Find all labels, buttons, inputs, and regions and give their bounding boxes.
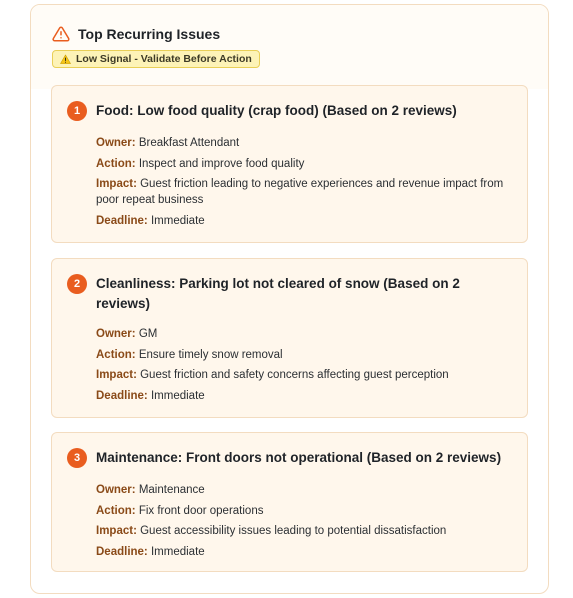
recurring-issues-panel <box>30 4 549 594</box>
impact-value: Guest friction and safety concerns affecting guest perception <box>140 369 449 381</box>
issue-card-1 <box>51 85 528 243</box>
action-label: Action: <box>96 348 136 361</box>
deadline-field <box>96 544 516 560</box>
impact-field <box>96 367 516 383</box>
owner-label: Owner: <box>96 484 136 496</box>
deadline-field <box>96 388 516 404</box>
deadline-value: Immediate <box>150 545 205 558</box>
issue-fields <box>96 326 516 408</box>
impact-value: Guest accessibility issues leading to potential dissatisfaction <box>140 525 447 537</box>
deadline-label: Deadline: <box>96 214 148 227</box>
action-value: Inspect and improve food quality <box>138 157 305 170</box>
owner-label: Owner: <box>96 137 136 149</box>
impact-field <box>96 523 516 539</box>
action-value: Ensure timely snow removal <box>138 348 283 361</box>
owner-value: Breakfast Attendant <box>138 137 240 149</box>
low-signal-badge-text: Low Signal - Validate Before Action <box>76 53 252 65</box>
issue-card-3 <box>51 432 528 572</box>
title-row <box>52 24 548 44</box>
issue-card-2 <box>51 258 528 418</box>
owner-field <box>96 482 516 498</box>
issue-number-badge: 3 <box>67 448 87 468</box>
deadline-value: Immediate <box>150 214 205 227</box>
low-signal-badge <box>52 50 260 68</box>
impact-value: Guest friction leading to negative experiences and revenue impact from poor repeat business <box>96 178 504 206</box>
issue-fields <box>96 482 516 564</box>
impact-label: Impact: <box>96 369 137 381</box>
deadline-field <box>96 213 516 229</box>
issue-title: Maintenance: Front doors not operational (Based on 2 reviews) <box>96 450 502 465</box>
issue-number-badge: 2 <box>67 274 87 294</box>
action-field <box>96 156 516 172</box>
owner-field <box>96 326 516 342</box>
owner-field <box>96 135 516 151</box>
owner-value: Maintenance <box>138 484 205 496</box>
issue-fields <box>96 135 516 233</box>
impact-label: Impact: <box>96 178 137 190</box>
deadline-label: Deadline: <box>96 545 148 558</box>
issue-title: Cleanliness: Parking lot not cleared of snow (Based on 2 reviews) <box>96 276 460 311</box>
issue-number-badge: 1 <box>67 101 87 121</box>
issue-title: Food: Low food quality (crap food) (Based on 2 reviews) <box>96 103 457 118</box>
owner-value: GM <box>138 328 158 340</box>
warning-triangle-icon <box>52 25 70 43</box>
panel-title: Top Recurring Issues <box>78 26 221 42</box>
owner-label: Owner: <box>96 328 136 340</box>
impact-field <box>96 176 516 208</box>
impact-label: Impact: <box>96 525 137 537</box>
deadline-value: Immediate <box>150 389 205 402</box>
action-label: Action: <box>96 504 136 517</box>
action-value: Fix front door operations <box>138 504 264 517</box>
action-field <box>96 503 516 519</box>
deadline-label: Deadline: <box>96 389 148 402</box>
action-label: Action: <box>96 157 136 170</box>
warning-emoji-icon <box>60 54 71 65</box>
action-field <box>96 347 516 363</box>
panel-header <box>31 5 548 89</box>
